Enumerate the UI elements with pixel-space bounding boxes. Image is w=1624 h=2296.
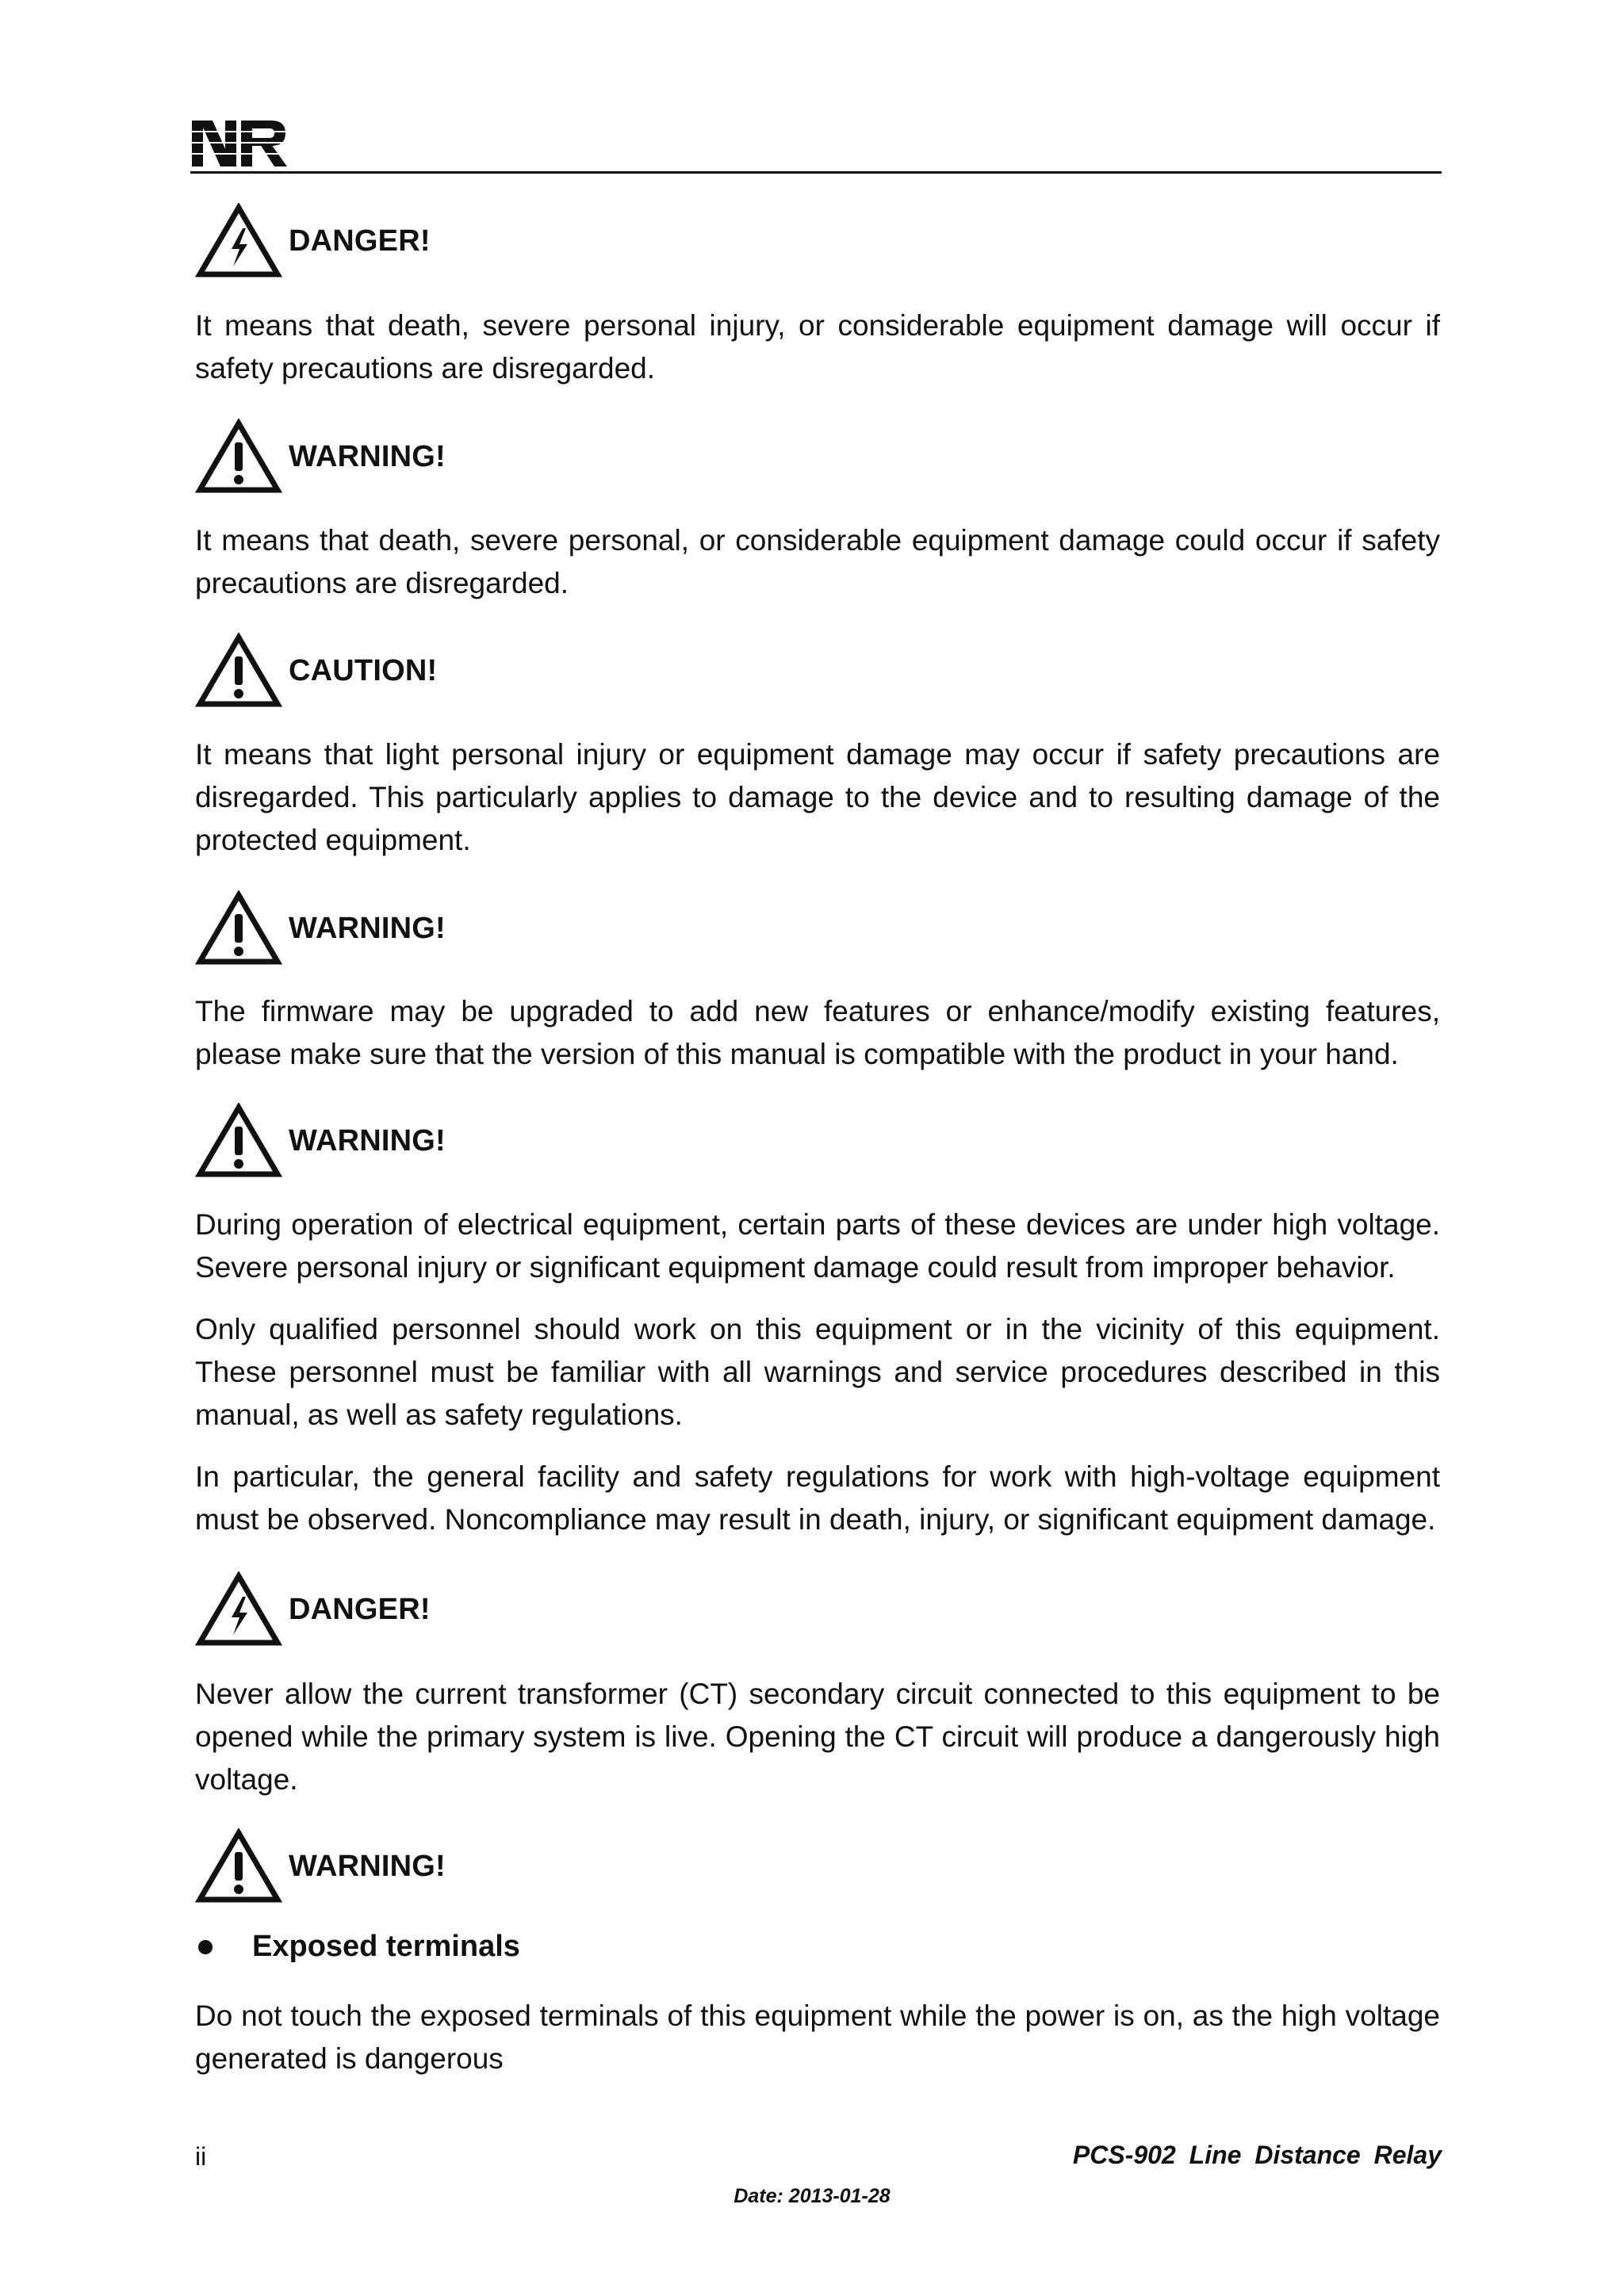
document-title: PCS-902 Line Distance Relay — [1072, 2141, 1442, 2169]
exclamation-warning-icon — [195, 1103, 282, 1179]
warning-heading — [195, 889, 446, 968]
section-label: CAUTION! — [289, 653, 438, 687]
bullet-icon — [198, 1940, 213, 1954]
document-date: Date: 2013-01-28 — [733, 2185, 891, 2207]
bullet-label: Exposed terminals — [252, 1930, 520, 1963]
danger-heading — [195, 1570, 431, 1649]
paragraph: It means that death, severe personal injury, or considerable equipment damage will occur if safety precautions are disregarded. — [195, 309, 1440, 385]
section-label: WARNING! — [289, 439, 446, 473]
paragraph: In particular, the general facility and safety regulations for work with high-voltage equipment must be observed. Noncompliance may result in death, injury, or significant equipment damage. — [195, 1460, 1440, 1536]
paragraph: Only qualified personnel should work on this equipment or in the vicinity of this equipment. These personnel must be familiar with all warnings and service procedures described in this manual, as well as safety regulations. — [195, 1313, 1440, 1431]
danger-heading — [195, 201, 431, 281]
paragraph: The firmware may be upgraded to add new features or enhance/modify existing features, please make sure that the version of this manual is compatible with the product in your hand. — [195, 995, 1440, 1070]
caution-heading — [195, 631, 437, 710]
warning-heading — [195, 1101, 446, 1181]
paragraph: It means that death, severe personal, or considerable equipment damage could occur if safety precautions are disregarded. — [195, 524, 1440, 599]
exclamation-warning-icon — [195, 633, 282, 709]
bullet-heading — [195, 1930, 520, 1964]
paragraph: During operation of electrical equipment, certain parts of these devices are under high voltage. Severe personal injury or significant equipment damage could result from improper behavior. — [195, 1208, 1440, 1284]
paragraph: Do not touch the exposed terminals of this equipment while the power is on, as the high voltage generated is dangerous — [195, 1999, 1440, 2075]
nr-logo-icon — [192, 116, 287, 168]
section-label: WARNING! — [289, 1123, 446, 1158]
high-voltage-warning-icon — [195, 203, 282, 279]
section-label: DANGER! — [289, 224, 431, 258]
section-label: WARNING! — [289, 911, 446, 945]
section-label: WARNING! — [289, 1849, 446, 1883]
paragraph: Never allow the current transformer (CT) secondary circuit connected to this equipment to be opened while the primary system is live. Opening the CT circuit will produce a dangerously high voltage. — [195, 1678, 1440, 1796]
warning-heading — [195, 1827, 446, 1906]
paragraph: It means that light personal injury or equipment damage may occur if safety precautions are disregarded. This particularly applies to damage to the device and to resulting damage of the protected equipment. — [195, 738, 1440, 856]
exclamation-warning-icon — [195, 419, 282, 495]
header-rule — [190, 171, 1442, 174]
exclamation-warning-icon — [195, 1828, 282, 1904]
high-voltage-warning-icon — [195, 1571, 282, 1647]
warning-heading — [195, 417, 446, 496]
page-number: ii — [195, 2142, 207, 2171]
exclamation-warning-icon — [195, 890, 282, 966]
section-label: DANGER! — [289, 1592, 431, 1626]
